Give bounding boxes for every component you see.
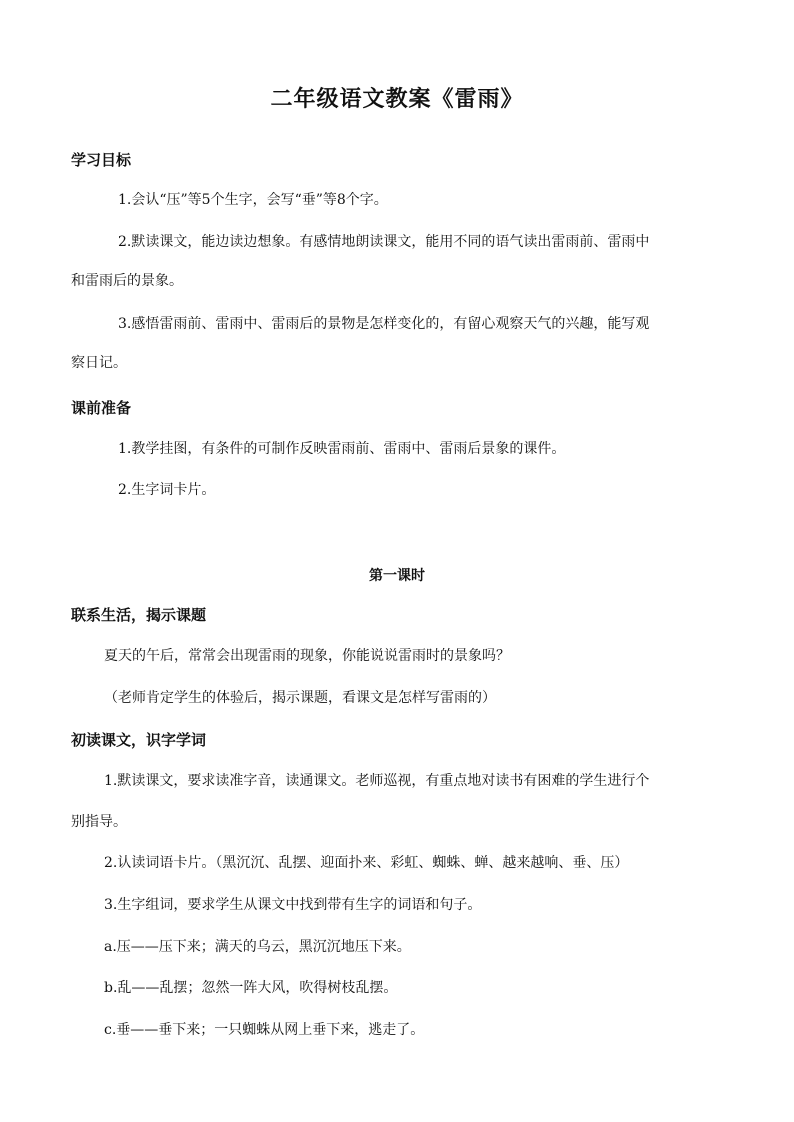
intro-paragraph-2: （老师肯定学生的体验后，揭示课题，看课文是怎样写雷雨的）	[104, 690, 496, 706]
goal-item-2-line2: 和雷雨后的景象。	[71, 273, 183, 289]
heading-first-reading: 初读课文，识字学词	[71, 731, 207, 749]
heading-intro: 联系生活，揭示课题	[71, 606, 207, 624]
example-a: a.压——压下来；满天的乌云，黑沉沉地压下来。	[104, 939, 411, 955]
reading-item-1-line1: 1.默读课文，要求读准字音，读通课文。老师巡视，有重点地对读书有困难的学生进行个	[104, 773, 650, 789]
heading-preparation: 课前准备	[71, 399, 132, 417]
goal-item-1: 1.会认“压”等5个生字，会写“垂”等8个字。	[118, 192, 388, 208]
example-b: b.乱——乱摆；忽然一阵大风，吹得树枝乱摆。	[104, 980, 398, 996]
prep-item-2: 2.生字词卡片。	[118, 482, 216, 498]
prep-item-1: 1.教学挂图，有条件的可制作反映雷雨前、雷雨中、雷雨后景象的课件。	[118, 441, 566, 457]
lesson-heading: 第一课时	[369, 568, 425, 584]
goal-item-3-line2: 察日记。	[71, 355, 127, 371]
reading-item-1-line2: 别指导。	[71, 814, 127, 830]
goal-item-3-line1: 3.感悟雷雨前、雷雨中、雷雨后的景物是怎样变化的，有留心观察天气的兴趣，能写观	[118, 316, 650, 332]
intro-paragraph-1: 夏天的午后，常常会出现雷雨的现象，你能说说雷雨时的景象吗？	[104, 648, 510, 664]
goal-item-2-line1: 2.默读课文，能边读边想象。有感情地朗读课文，能用不同的语气读出雷雨前、雷雨中	[118, 234, 650, 250]
reading-item-2: 2.认读词语卡片。（黑沉沉、乱摆、迎面扑来、彩虹、蜘蛛、蝉、越来越响、垂、压）	[104, 855, 629, 871]
example-c: c.垂——垂下来；一只蜘蛛从网上垂下来，逃走了。	[104, 1022, 425, 1038]
reading-item-3: 3.生字组词，要求学生从课文中找到带有生字的词语和句子。	[104, 897, 482, 913]
heading-learning-goals: 学习目标	[71, 151, 132, 169]
document-title: 二年级语文教案《雷雨》	[270, 87, 524, 112]
